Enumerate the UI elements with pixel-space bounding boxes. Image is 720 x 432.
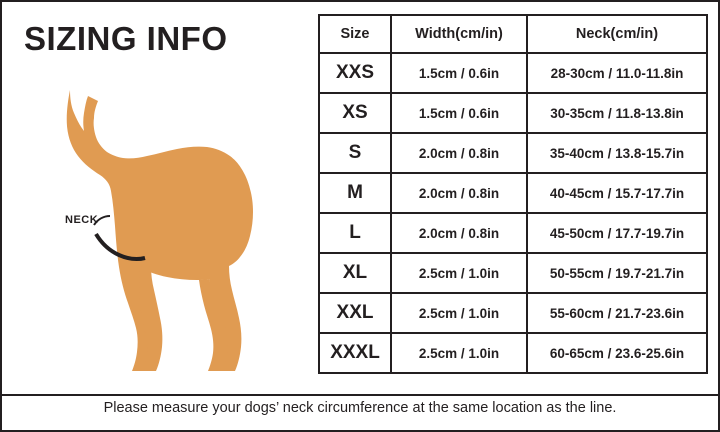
cell-size: XXL <box>319 293 391 333</box>
cell-neck: 28-30cm / 11.0-11.8in <box>527 53 707 93</box>
table-row <box>319 333 707 373</box>
cell-neck: 60-65cm / 23.6-25.6in <box>527 333 707 373</box>
table-row <box>319 253 707 293</box>
cell-neck: 40-45cm / 15.7-17.7in <box>527 173 707 213</box>
cell-width: 2.5cm / 1.0in <box>391 293 527 333</box>
table-row <box>319 293 707 333</box>
table-row <box>319 133 707 173</box>
cell-neck: 55-60cm / 21.7-23.6in <box>527 293 707 333</box>
cell-width: 1.5cm / 0.6in <box>391 93 527 133</box>
cell-neck: 35-40cm / 13.8-15.7in <box>527 133 707 173</box>
cell-neck: 45-50cm / 17.7-19.7in <box>527 213 707 253</box>
cell-width: 2.5cm / 1.0in <box>391 253 527 293</box>
footer-divider <box>2 394 718 396</box>
table-row <box>319 213 707 253</box>
cell-size: L <box>319 213 391 253</box>
cell-size: XXS <box>319 53 391 93</box>
table-row <box>319 93 707 133</box>
size-table-wrapper <box>318 14 706 374</box>
cell-width: 2.5cm / 1.0in <box>391 333 527 373</box>
illustration-panel <box>2 2 312 390</box>
dog-illustration <box>18 74 308 374</box>
cell-neck: 30-35cm / 11.8-13.8in <box>527 93 707 133</box>
cell-size: M <box>319 173 391 213</box>
cell-size: S <box>319 133 391 173</box>
cell-width: 2.0cm / 0.8in <box>391 173 527 213</box>
cell-width: 2.0cm / 0.8in <box>391 133 527 173</box>
table-row <box>319 173 707 213</box>
cell-size: XS <box>319 93 391 133</box>
column-header-neck: Neck(cm/in) <box>527 15 707 53</box>
cell-width: 1.5cm / 0.6in <box>391 53 527 93</box>
column-header-width: Width(cm/in) <box>391 15 527 53</box>
column-header-size: Size <box>319 15 391 53</box>
neck-label: NECK <box>65 214 99 226</box>
dog-silhouette-icon <box>18 74 308 374</box>
cell-neck: 50-55cm / 19.7-21.7in <box>527 253 707 293</box>
page-title: SIZING INFO <box>24 20 228 57</box>
cell-size: XL <box>319 253 391 293</box>
footer-note: Please measure your dogs’ neck circumference at the same location as the line. <box>103 400 617 416</box>
size-table <box>318 14 708 374</box>
table-row <box>319 53 707 93</box>
cell-size: XXXL <box>319 333 391 373</box>
table-header-row <box>319 15 707 53</box>
cell-width: 2.0cm / 0.8in <box>391 213 527 253</box>
